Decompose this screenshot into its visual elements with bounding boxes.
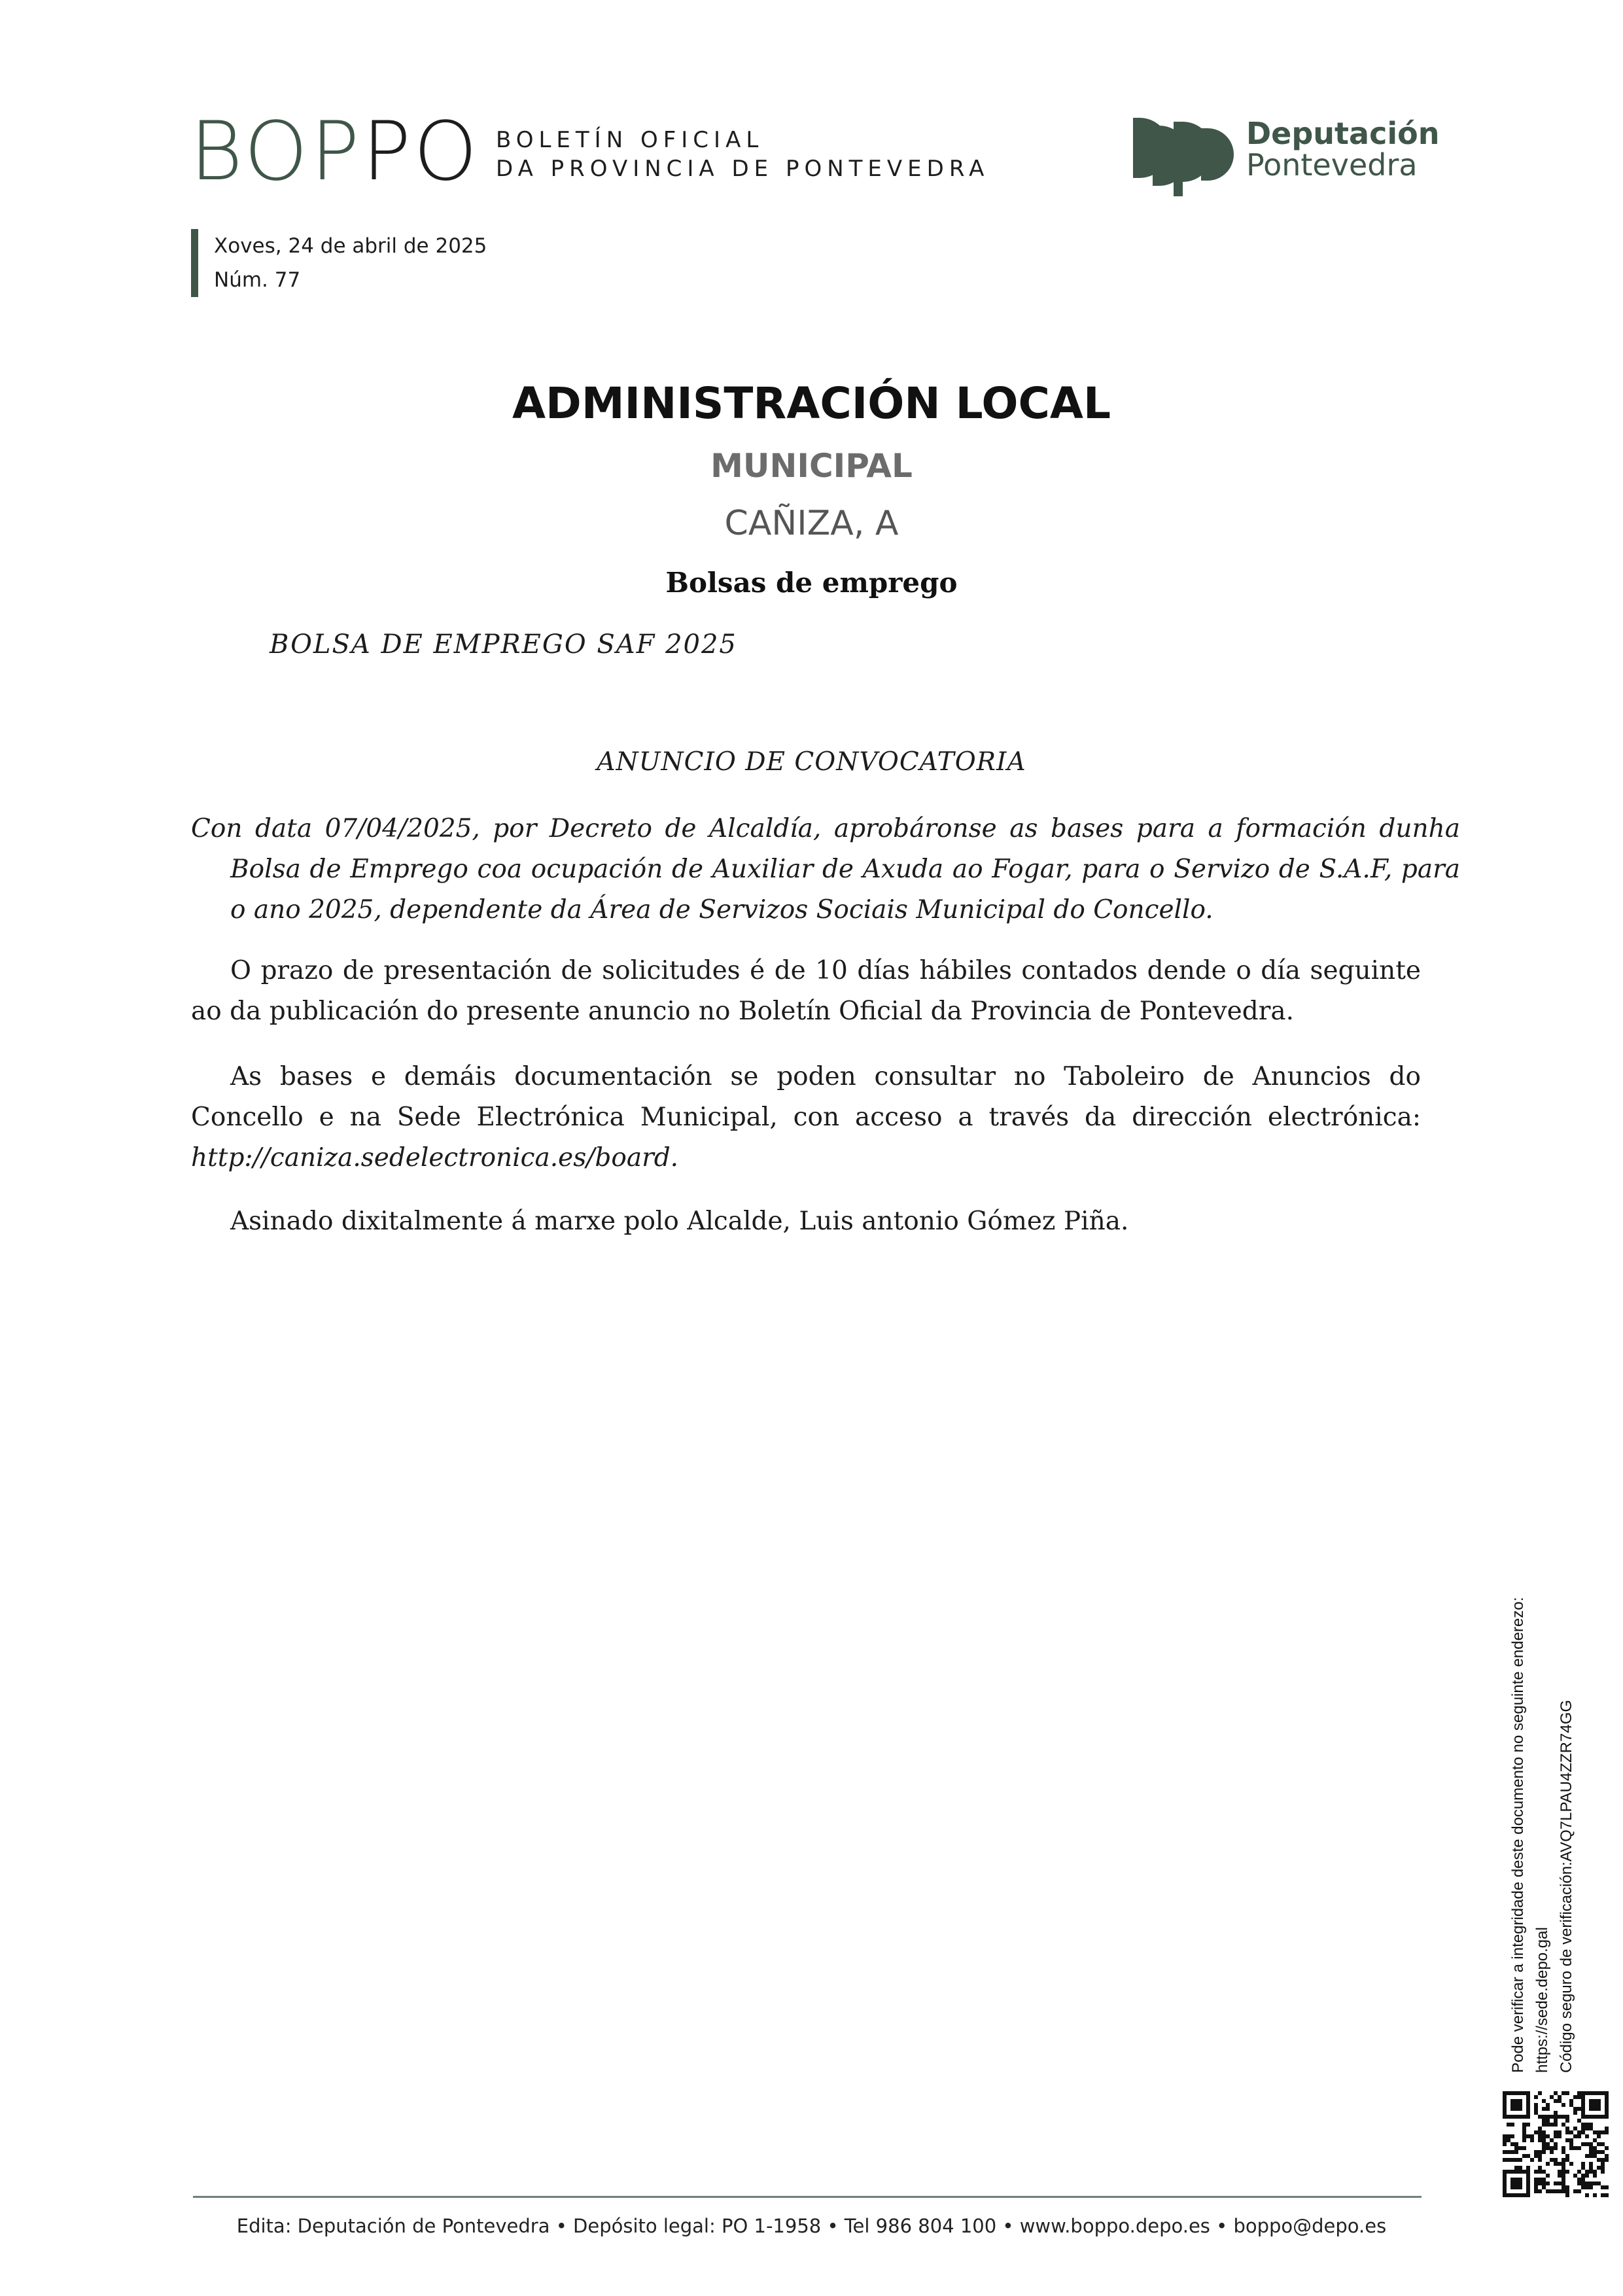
publisher-name [1246,118,1439,181]
paragraph-deadline: O prazo de presentación de solicitudes é de 10 días hábiles contados dende o día seguinte ao da publicación do presente anuncio no Boletín Oficial da Provincia de Pontevedra. [191,956,1421,1026]
qr-code-icon [1500,2089,1611,2200]
publisher-name-line2: Pontevedra [1246,147,1418,183]
issue-info [191,229,487,297]
footer-divider [193,2196,1422,2198]
deputacion-logo-icon [1133,113,1238,202]
topic-title: Bolsas de emprego [665,567,958,599]
footer-text: Edita: Deputación de Pontevedra • Depósito legal: PO 1-1958 • Tel 986 804 100 • www.boppo.depo.es • boppo@depo.es [236,2215,1387,2237]
verification-code: Código seguro de verificación:AVQ7LPAU4ZZR74GG [1558,1699,1575,2073]
issue-number: Núm. 77 [214,268,301,292]
verification-line1: Pode verificar a integridade deste documento no seguinte enderezo: [1509,1597,1527,2073]
paragraph-signature: Asinado dixitalmente á marxe polo Alcalde, Luis antonio Gómez Piña. [230,1207,1129,1236]
paragraph-consultation-text: As bases e demáis documentación se poden consultar no Taboleiro de Anuncios do Concello e na Sede Electrónica Municipal, con acceso a través da dirección electrónica: [191,1062,1421,1132]
logo-part-po: PO [362,105,480,199]
bulletin-subtitle-line2: DA PROVINCIA DE PONTEVEDRA [496,156,990,182]
announcement-title: ANUNCIO DE CONVOCATORIA [597,747,1026,777]
board-link[interactable]: http://caniza.sedelectronica.es/board. [191,1143,679,1173]
issue-date: Xoves, 24 de abril de 2025 [214,234,487,258]
boppo-logo [190,105,480,199]
subsection-title: MUNICIPAL [710,447,913,485]
verification-url[interactable]: https://sede.depo.gal [1533,1927,1551,2073]
section-title: ADMINISTRACIÓN LOCAL [512,378,1111,429]
bulletin-subtitle-line1: BOLETÍN OFICIAL [496,127,764,153]
document-heading: BOLSA DE EMPREGO SAF 2025 [270,629,737,660]
logo-part-bop: BOP [190,105,362,199]
publisher-name-line1: Deputación [1246,116,1440,151]
paragraph-decree: Con data 07/04/2025, por Decreto de Alcaldía, aprobáronse as bases para a formación dunha Bolsa de Emprego coa ocupación de Auxiliar de Axuda ao Fogar, para o Servizo de S.A.F, para o ano 2025, dependente da Área de Servizos Sociais Municipal do Concello. [191,814,1460,925]
paragraph-consultation [191,1057,1421,1178]
bulletin-subtitle [496,126,989,183]
municipality-title: CAÑIZA, A [724,504,899,543]
verification-text [1506,1536,1579,2073]
